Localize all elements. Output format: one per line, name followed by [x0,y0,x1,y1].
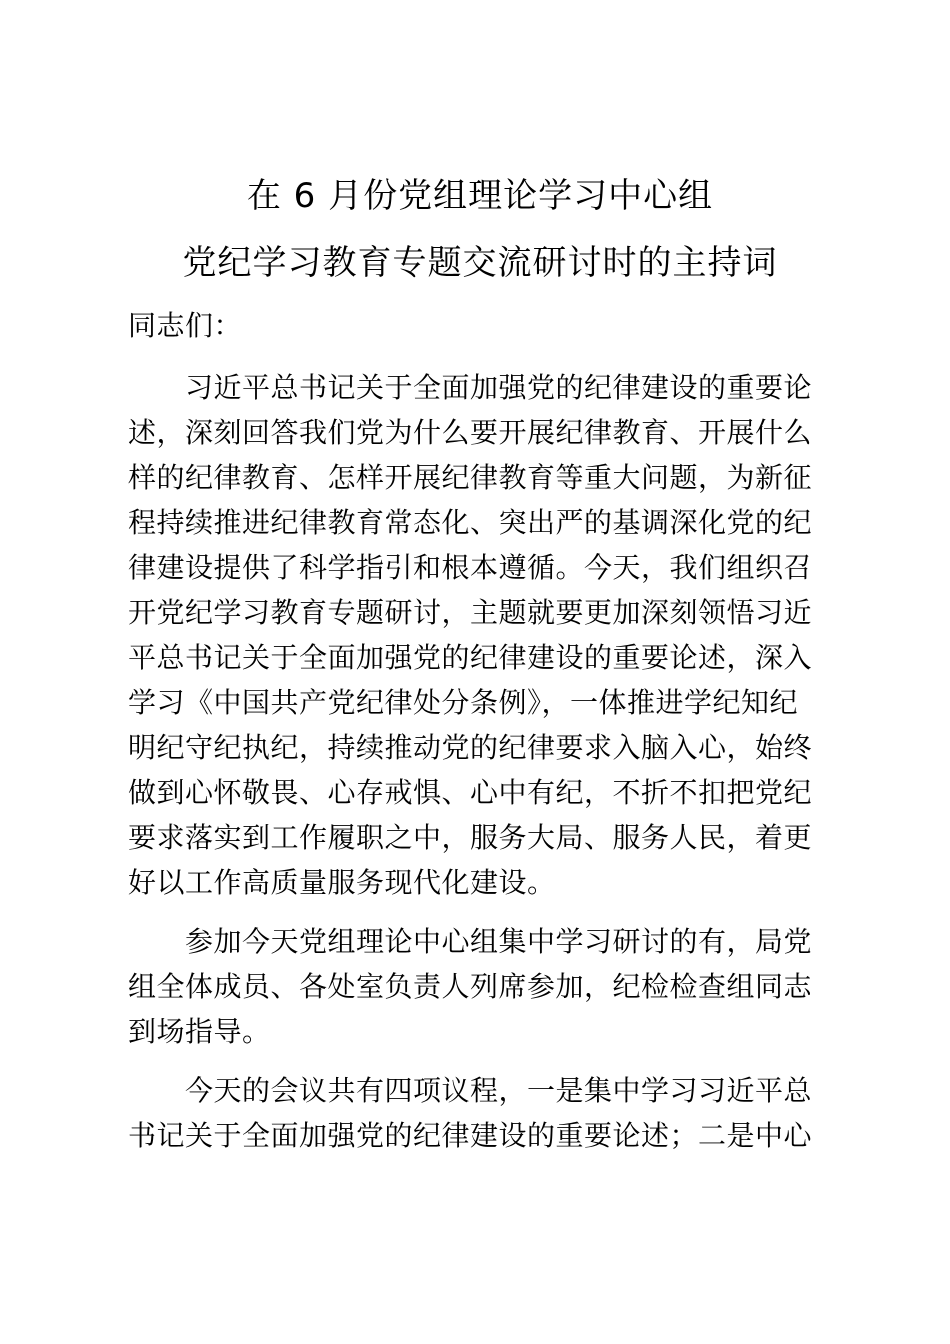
paragraph-1-line: 述，深刻回答我们党为什么要开展纪律教育、开展什么 [128,416,813,449]
paragraph-2-line: 参加今天党组理论中心组集中学习研讨的有，局党 [185,925,813,958]
paragraph-3-line: 今天的会议共有四项议程，一是集中学习习近平总 [185,1074,813,1107]
paragraph-1-line: 程持续推进纪律教育常态化、突出严的基调深化党的纪 [128,506,813,539]
paragraph-2-line: 组全体成员、各处室负责人列席参加，纪检检查组同志 [128,970,813,1003]
paragraph-1-line: 习近平总书记关于全面加强党的纪律建设的重要论 [185,371,813,404]
paragraph-1-line: 开党纪学习教育专题研讨，主题就要更加深刻领悟习近 [128,596,813,629]
document-title-line-2: 党纪学习教育专题交流研讨时的主持词 [182,243,778,283]
paragraph-1-line: 样的纪律教育、怎样开展纪律教育等重大问题，为新征 [128,461,813,494]
paragraph-1-line: 明纪守纪执纪，持续推动党的纪律要求入脑入心，始终 [128,731,813,764]
paragraph-3-line: 书记关于全面加强党的纪律建设的重要论述；二是中心 [128,1119,813,1152]
salutation: 同志们： [128,309,243,342]
paragraph-1-line: 律建设提供了科学指引和根本遵循。今天，我们组织召 [128,551,813,584]
paragraph-1-line: 学习《中国共产党纪律处分条例》，一体推进学纪知纪 [128,686,799,719]
paragraph-1-line: 做到心怀敬畏、心存戒惧、心中有纪，不折不扣把党纪 [128,776,813,809]
paragraph-2-line: 到场指导。 [128,1015,271,1048]
paragraph-1-line: 要求落实到工作履职之中，服务大局、服务人民，着更 [128,821,813,854]
document-title-line-1: 在 6 月份党组理论学习中心组 [246,176,714,216]
paragraph-1-line: 平总书记关于全面加强党的纪律建设的重要论述，深入 [128,641,813,674]
paragraph-1-line: 好以工作高质量服务现代化建设。 [128,866,556,899]
